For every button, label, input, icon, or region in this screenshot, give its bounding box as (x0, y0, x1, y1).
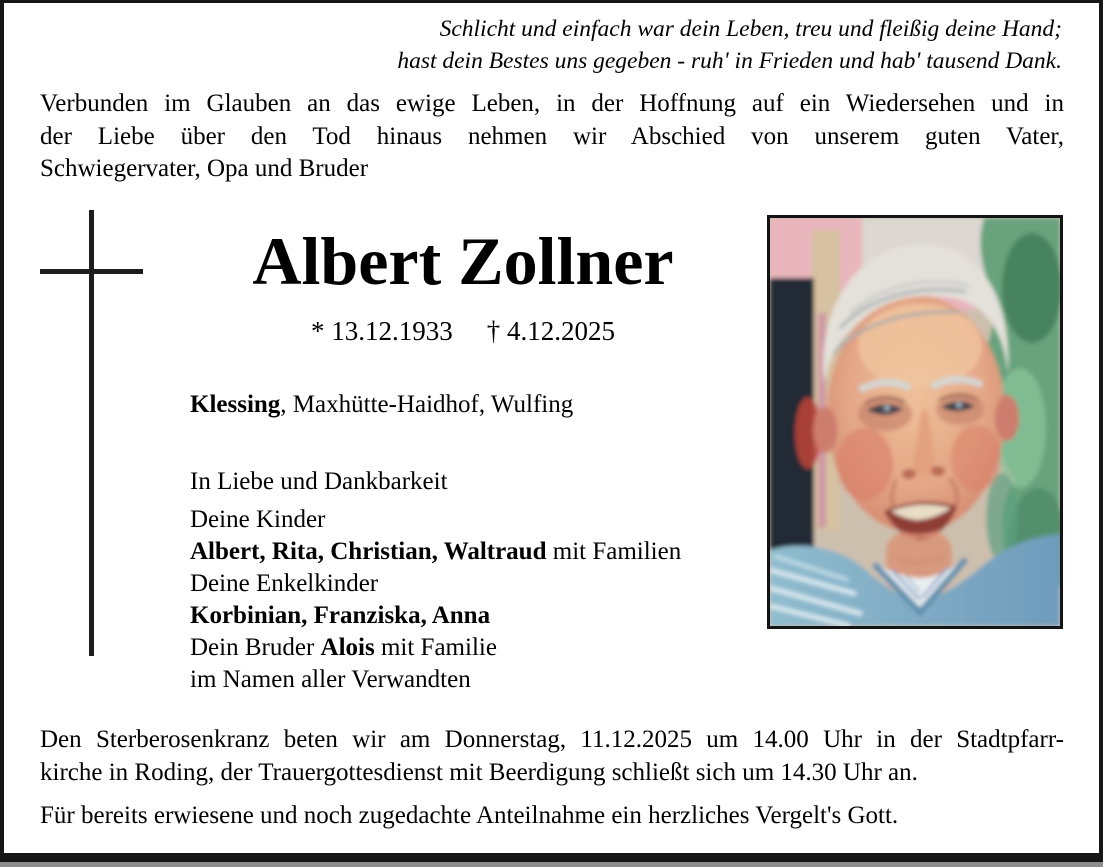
life-dates (150, 315, 776, 347)
residence-place: Klessing (190, 391, 281, 418)
grandchildren-line (190, 600, 770, 632)
frame-shadow (0, 862, 1103, 867)
residence-line (190, 389, 750, 421)
frame-border-right (1099, 0, 1103, 862)
children-line (190, 536, 770, 568)
children-names: Albert, Rita, Christian, Waltraud (190, 538, 547, 565)
funeral-announcement (40, 723, 1064, 789)
page-title: Albert Zollner (252, 223, 674, 299)
funeral-line: Den Sterberosenkranz beten wir am Donnerstag, 11.12.2025 um 14.00 Uhr in der Stadtpfarr- (40, 726, 1064, 753)
thanks-line: Für bereits erwiesene und noch zugedachte Anteilnahme ein herzliches Vergelt's Gott. (40, 802, 899, 829)
brother-name: Alois (320, 634, 375, 661)
grandchildren-names: Korbinian, Franziska, Anna (190, 602, 491, 629)
frame-border-top (0, 0, 1103, 3)
frame-border-bottom (0, 853, 1103, 862)
frame-border-left (0, 0, 4, 862)
brother-prefix: Dein Bruder (190, 634, 321, 661)
portrait-photo (767, 215, 1063, 629)
epigraph-line: Schlicht und einfach war dein Leben, treu und fleißig deine Hand; (439, 16, 1062, 42)
portrait-photo-image (770, 218, 1060, 626)
children-suffix: mit Familien (546, 538, 682, 565)
cross-icon (40, 269, 143, 274)
grandchildren-label: Deine Enkelkinder (190, 570, 379, 597)
brother-suffix: mit Familie (374, 634, 497, 661)
intro-line: Schwiegervater, Opa und Bruder (40, 155, 369, 182)
mourners-closing: im Namen aller Verwandten (190, 666, 471, 693)
intro-line: der Liebe über den Tod hinaus nehmen wir Abschied von unserem guten Vater, (40, 122, 1064, 150)
residence-rest: , Maxhütte-Haidhof, Wulfing (280, 391, 574, 418)
mourners-block (190, 466, 770, 696)
intro-line: Verbunden im Glauben an das ewige Leben, in der Hoffnung auf ein Wiedersehen und in (40, 90, 1064, 117)
cross-icon (89, 210, 94, 656)
children-label: Deine Kinder (190, 506, 326, 533)
epigraph-line: hast dein Bestes uns gegeben - ruh' in Frieden und hab' tausend Dank. (397, 48, 1062, 74)
death-date: † 4.12.2025 (486, 316, 615, 346)
epigraph (302, 13, 1062, 77)
brother-line (190, 632, 770, 664)
funeral-line: kirche in Roding, der Trauergottesdienst mit Beerdigung schließt sich um 14.30 Uhr an. (40, 759, 918, 786)
mourners-intro: In Liebe und Dankbarkeit (190, 468, 448, 495)
intro-paragraph (40, 88, 1064, 186)
birth-date: * 13.12.1933 (311, 316, 453, 346)
